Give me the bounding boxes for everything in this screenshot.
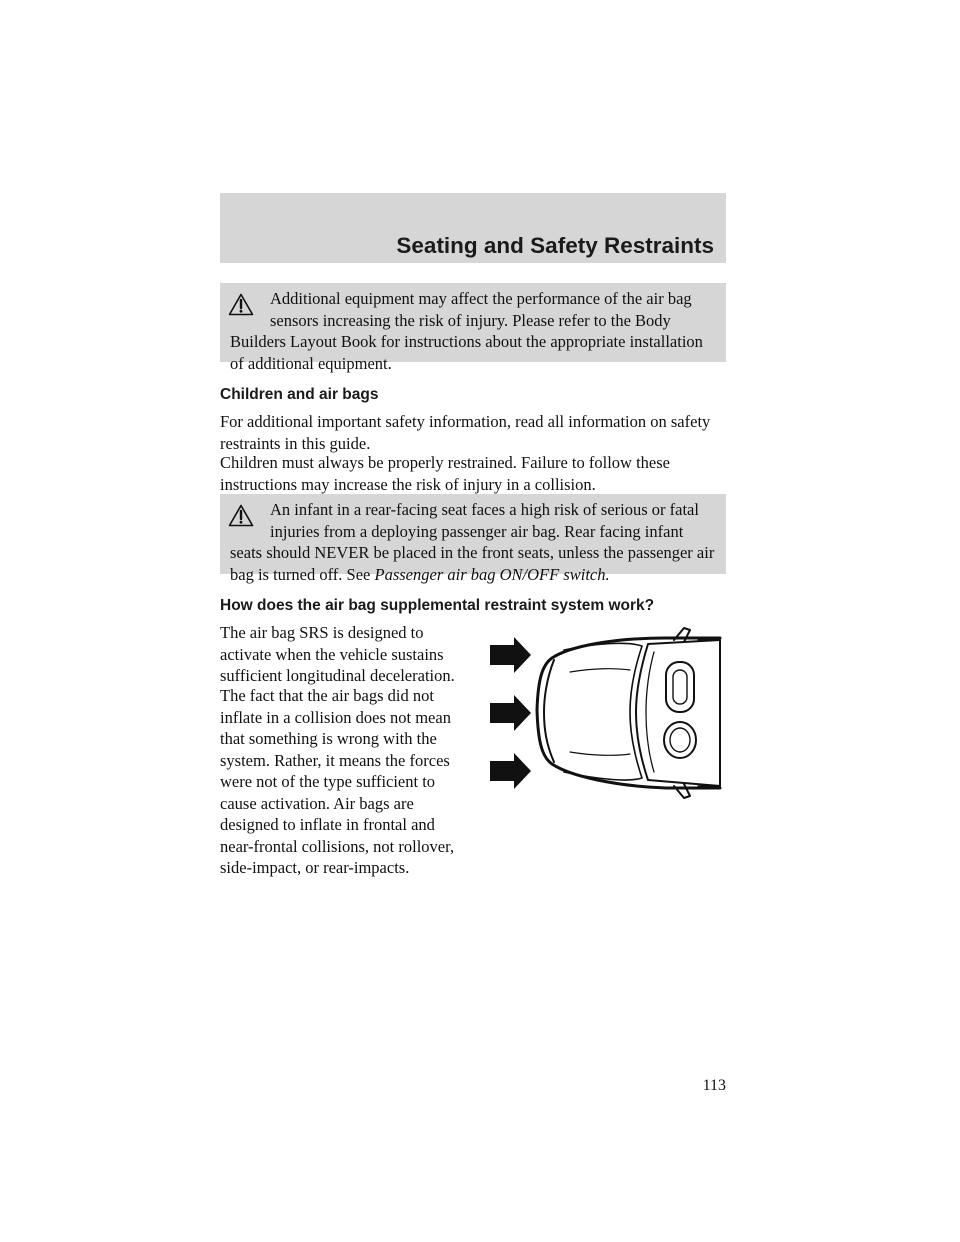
impact-arrow-icon [490,753,531,789]
warning-text-body: seats should NEVER be placed in the front seats, unless the passenger air bag is turned off. See [230,543,715,584]
header-band [220,193,726,263]
paragraph-children-restrained: Children must always be properly restrained. Failure to follow these instructions may increase the risk of injury in a collision. [220,453,670,494]
warning-text-line1: Additional equipment may affect the performance of the air bag [270,289,692,308]
warning-text-rest [230,542,716,585]
page-number: 113 [702,1077,726,1094]
warning-text-line2: sensors increasing the risk of injury. Please refer to the Body [270,310,671,330]
cross-reference-link: Passenger air bag ON/OFF switch. [374,564,610,584]
frontal-impact-car-illustration [484,620,726,810]
warning-triangle-icon [228,293,254,316]
warning-triangle-icon [228,504,254,527]
impact-arrow-icon [490,637,531,673]
page-title: Seating and Safety Restraints [396,233,714,258]
section-heading-srs: How does the air bag supplemental restraint system work? [220,597,655,614]
warning-box-equipment [220,283,726,373]
paragraph-safety-info: For additional important safety information, read all information on safety restraints in this guide. [220,412,711,453]
paragraph-air-bags-inflate: The fact that the air bags did not inflate in a collision does not mean that something is wrong with the system. Rather, it means the forces were not of the type sufficient to cause activation. Air bags are designed to inflate in frontal and near-frontal collisions, not rollover, side-impact, or rear-impacts. [220,686,455,877]
impact-arrow-icon [490,695,531,731]
warning-box-infant [220,494,726,584]
warning-text-line2: injuries from a deploying passenger air bag. Rear facing infant [270,521,684,541]
warning-text-rest: Builders Layout Book for instructions about the appropriate installation of additional equipment. [230,332,703,373]
warning-text-line1: An infant in a rear-facing seat faces a high risk of serious or fatal [270,500,699,519]
section-heading-children: Children and air bags [220,386,379,403]
paragraph-srs-activation: The air bag SRS is designed to activate when the vehicle sustains sufficient longitudinal deceleration. [220,623,455,685]
